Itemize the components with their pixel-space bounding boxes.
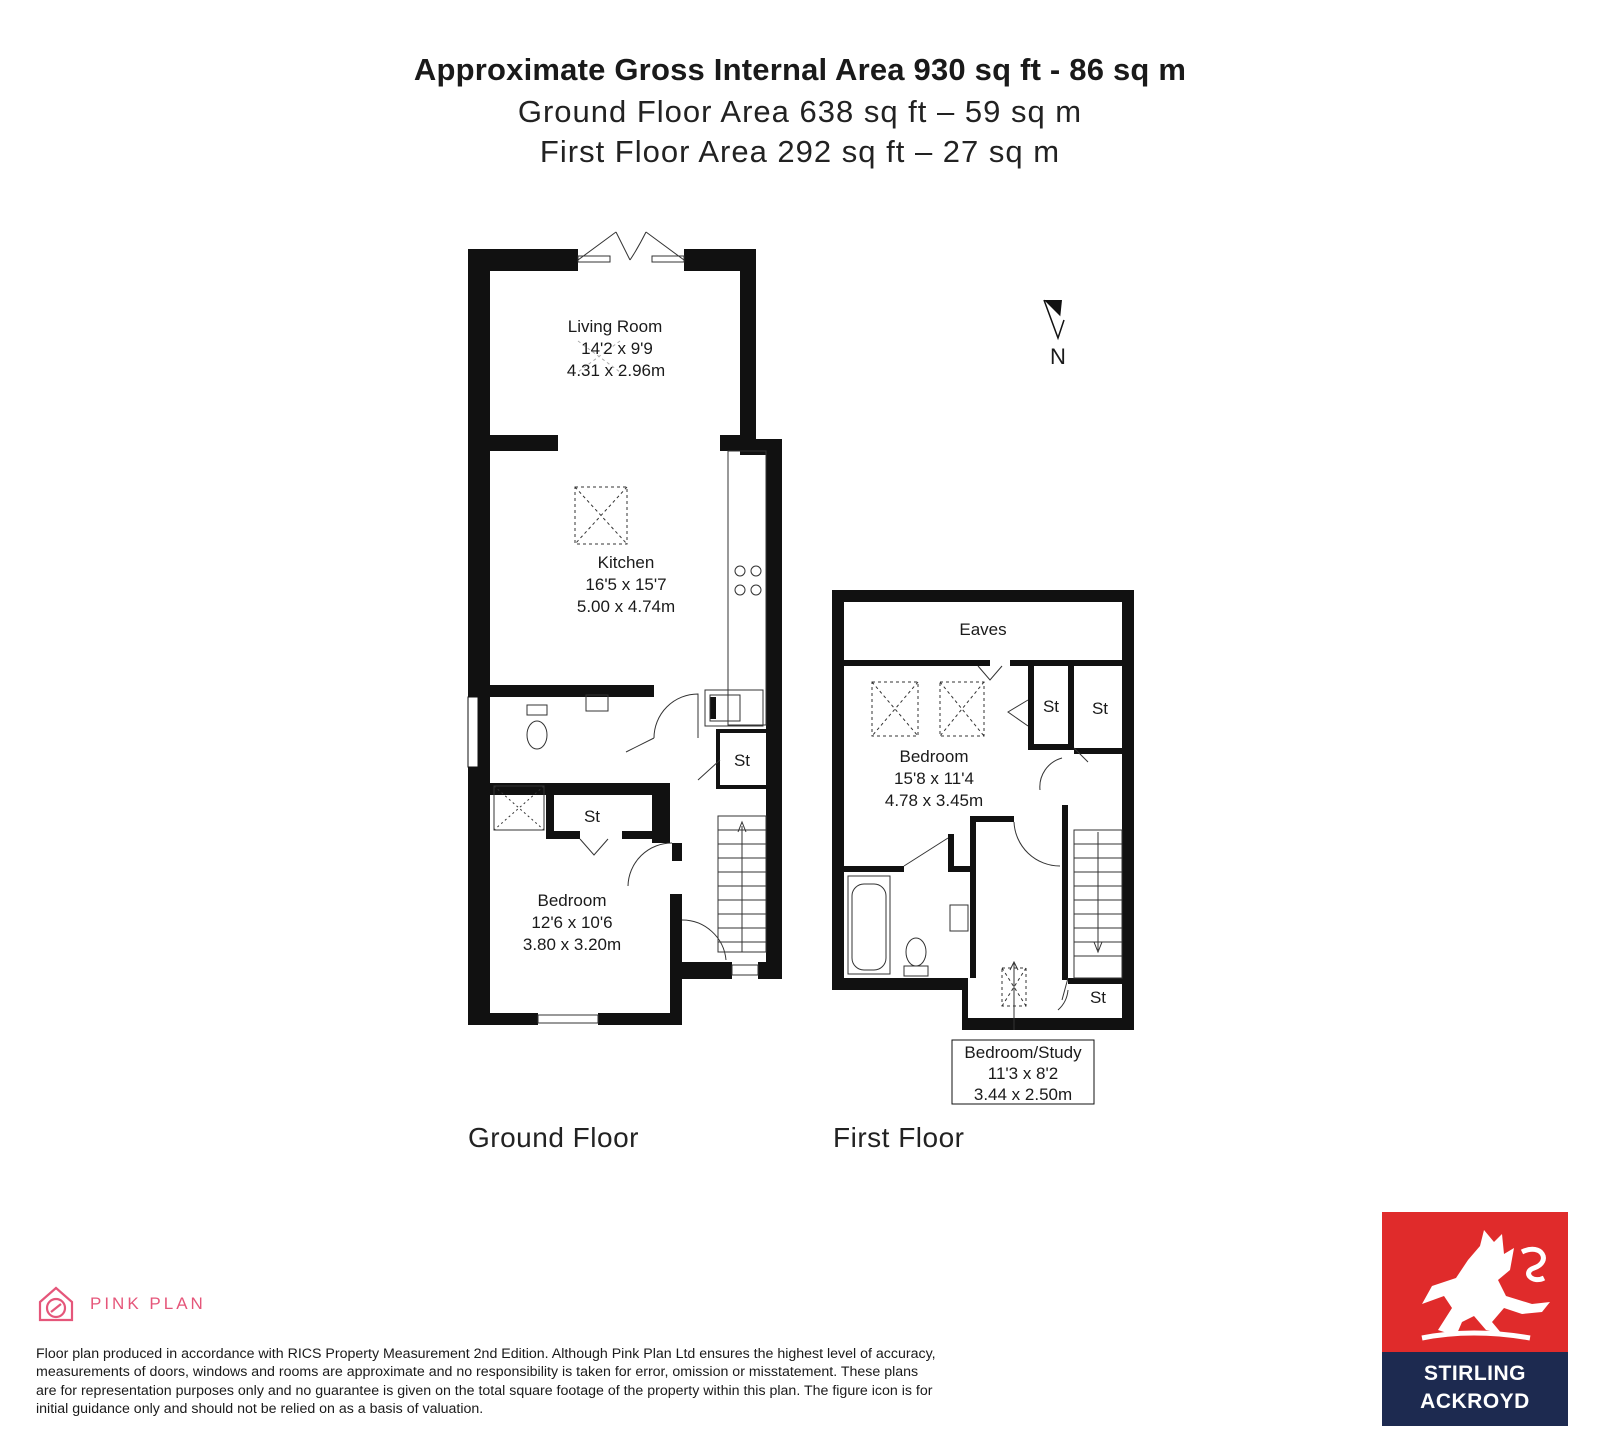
- living-room-metric: 4.31 x 2.96m: [566, 361, 666, 380]
- pink-plan-name: PINK PLAN: [90, 1294, 206, 1313]
- logo-navy-panel: [1382, 1352, 1568, 1426]
- study-imperial: 11'3 x 8'2: [987, 1064, 1059, 1083]
- ground-floor-area: Ground Floor Area 638 sq ft – 59 sq m: [517, 94, 1083, 129]
- ground-floor-label: Ground Floor: [468, 1122, 639, 1153]
- first-bedroom-name: Bedroom: [899, 747, 969, 766]
- first-floor-plan: [832, 590, 1134, 1030]
- first-store-label-2: St: [1091, 699, 1109, 718]
- first-floor-label: First Floor: [833, 1122, 965, 1153]
- kitchen-imperial: 16'5 x 15'7: [585, 575, 667, 594]
- north-compass: [1044, 300, 1066, 369]
- first-bedroom-imperial: 15'8 x 11'4: [894, 769, 974, 788]
- first-bedroom-metric: 4.78 x 3.45m: [884, 791, 984, 810]
- first-store-label-1: St: [1042, 697, 1060, 716]
- compass-label: N: [1050, 344, 1066, 369]
- hall-store-label: St: [733, 751, 751, 770]
- pink-plan-brand: [36, 1282, 206, 1326]
- living-room-name: Living Room: [567, 317, 663, 336]
- agent-name-line1: STIRLING: [1424, 1362, 1526, 1385]
- ground-bedroom-name: Bedroom: [537, 891, 607, 910]
- page-title: Approximate Gross Internal Area 930 sq ft - 86 sq m: [413, 52, 1187, 87]
- study-name: Bedroom/Study: [964, 1043, 1082, 1062]
- first-floor-area: First Floor Area 292 sq ft – 27 sq m: [539, 134, 1061, 169]
- ground-store-label: St: [583, 807, 601, 826]
- logo-red-panel: [1382, 1212, 1568, 1352]
- griffin-icon: [1382, 1212, 1568, 1352]
- pink-plan-logo-icon: [36, 1284, 76, 1324]
- disclaimer-text: Floor plan produced in accordance with RICS Property Measurement 2nd Edition. Although Pink Plan Ltd ensures the highest level of accuracy, measurements of doors, windows and rooms are approximate and no responsibility is taken for error, omission or misstatement. These plans are for representation purposes only and no guarantee is given on the total square footage of the property within this plan. The figure icon is for initial guidance only and should not be relied on as a basis of valuation.: [36, 1346, 936, 1418]
- living-room-imperial: 14'2 x 9'9: [581, 339, 653, 358]
- first-store-label-3: St: [1089, 988, 1107, 1007]
- eaves-label: Eaves: [959, 620, 1007, 639]
- ground-bedroom-imperial: 12'6 x 10'6: [531, 913, 613, 932]
- ground-bedroom-metric: 3.80 x 3.20m: [522, 935, 622, 954]
- kitchen-name: Kitchen: [597, 553, 655, 572]
- study-metric: 3.44 x 2.50m: [973, 1085, 1073, 1104]
- stirling-ackroyd-logo: [1382, 1212, 1568, 1426]
- first-floor-fixtures: [848, 666, 1122, 1104]
- kitchen-metric: 5.00 x 4.74m: [576, 597, 676, 616]
- agent-name-line2: ACKROYD: [1420, 1390, 1530, 1413]
